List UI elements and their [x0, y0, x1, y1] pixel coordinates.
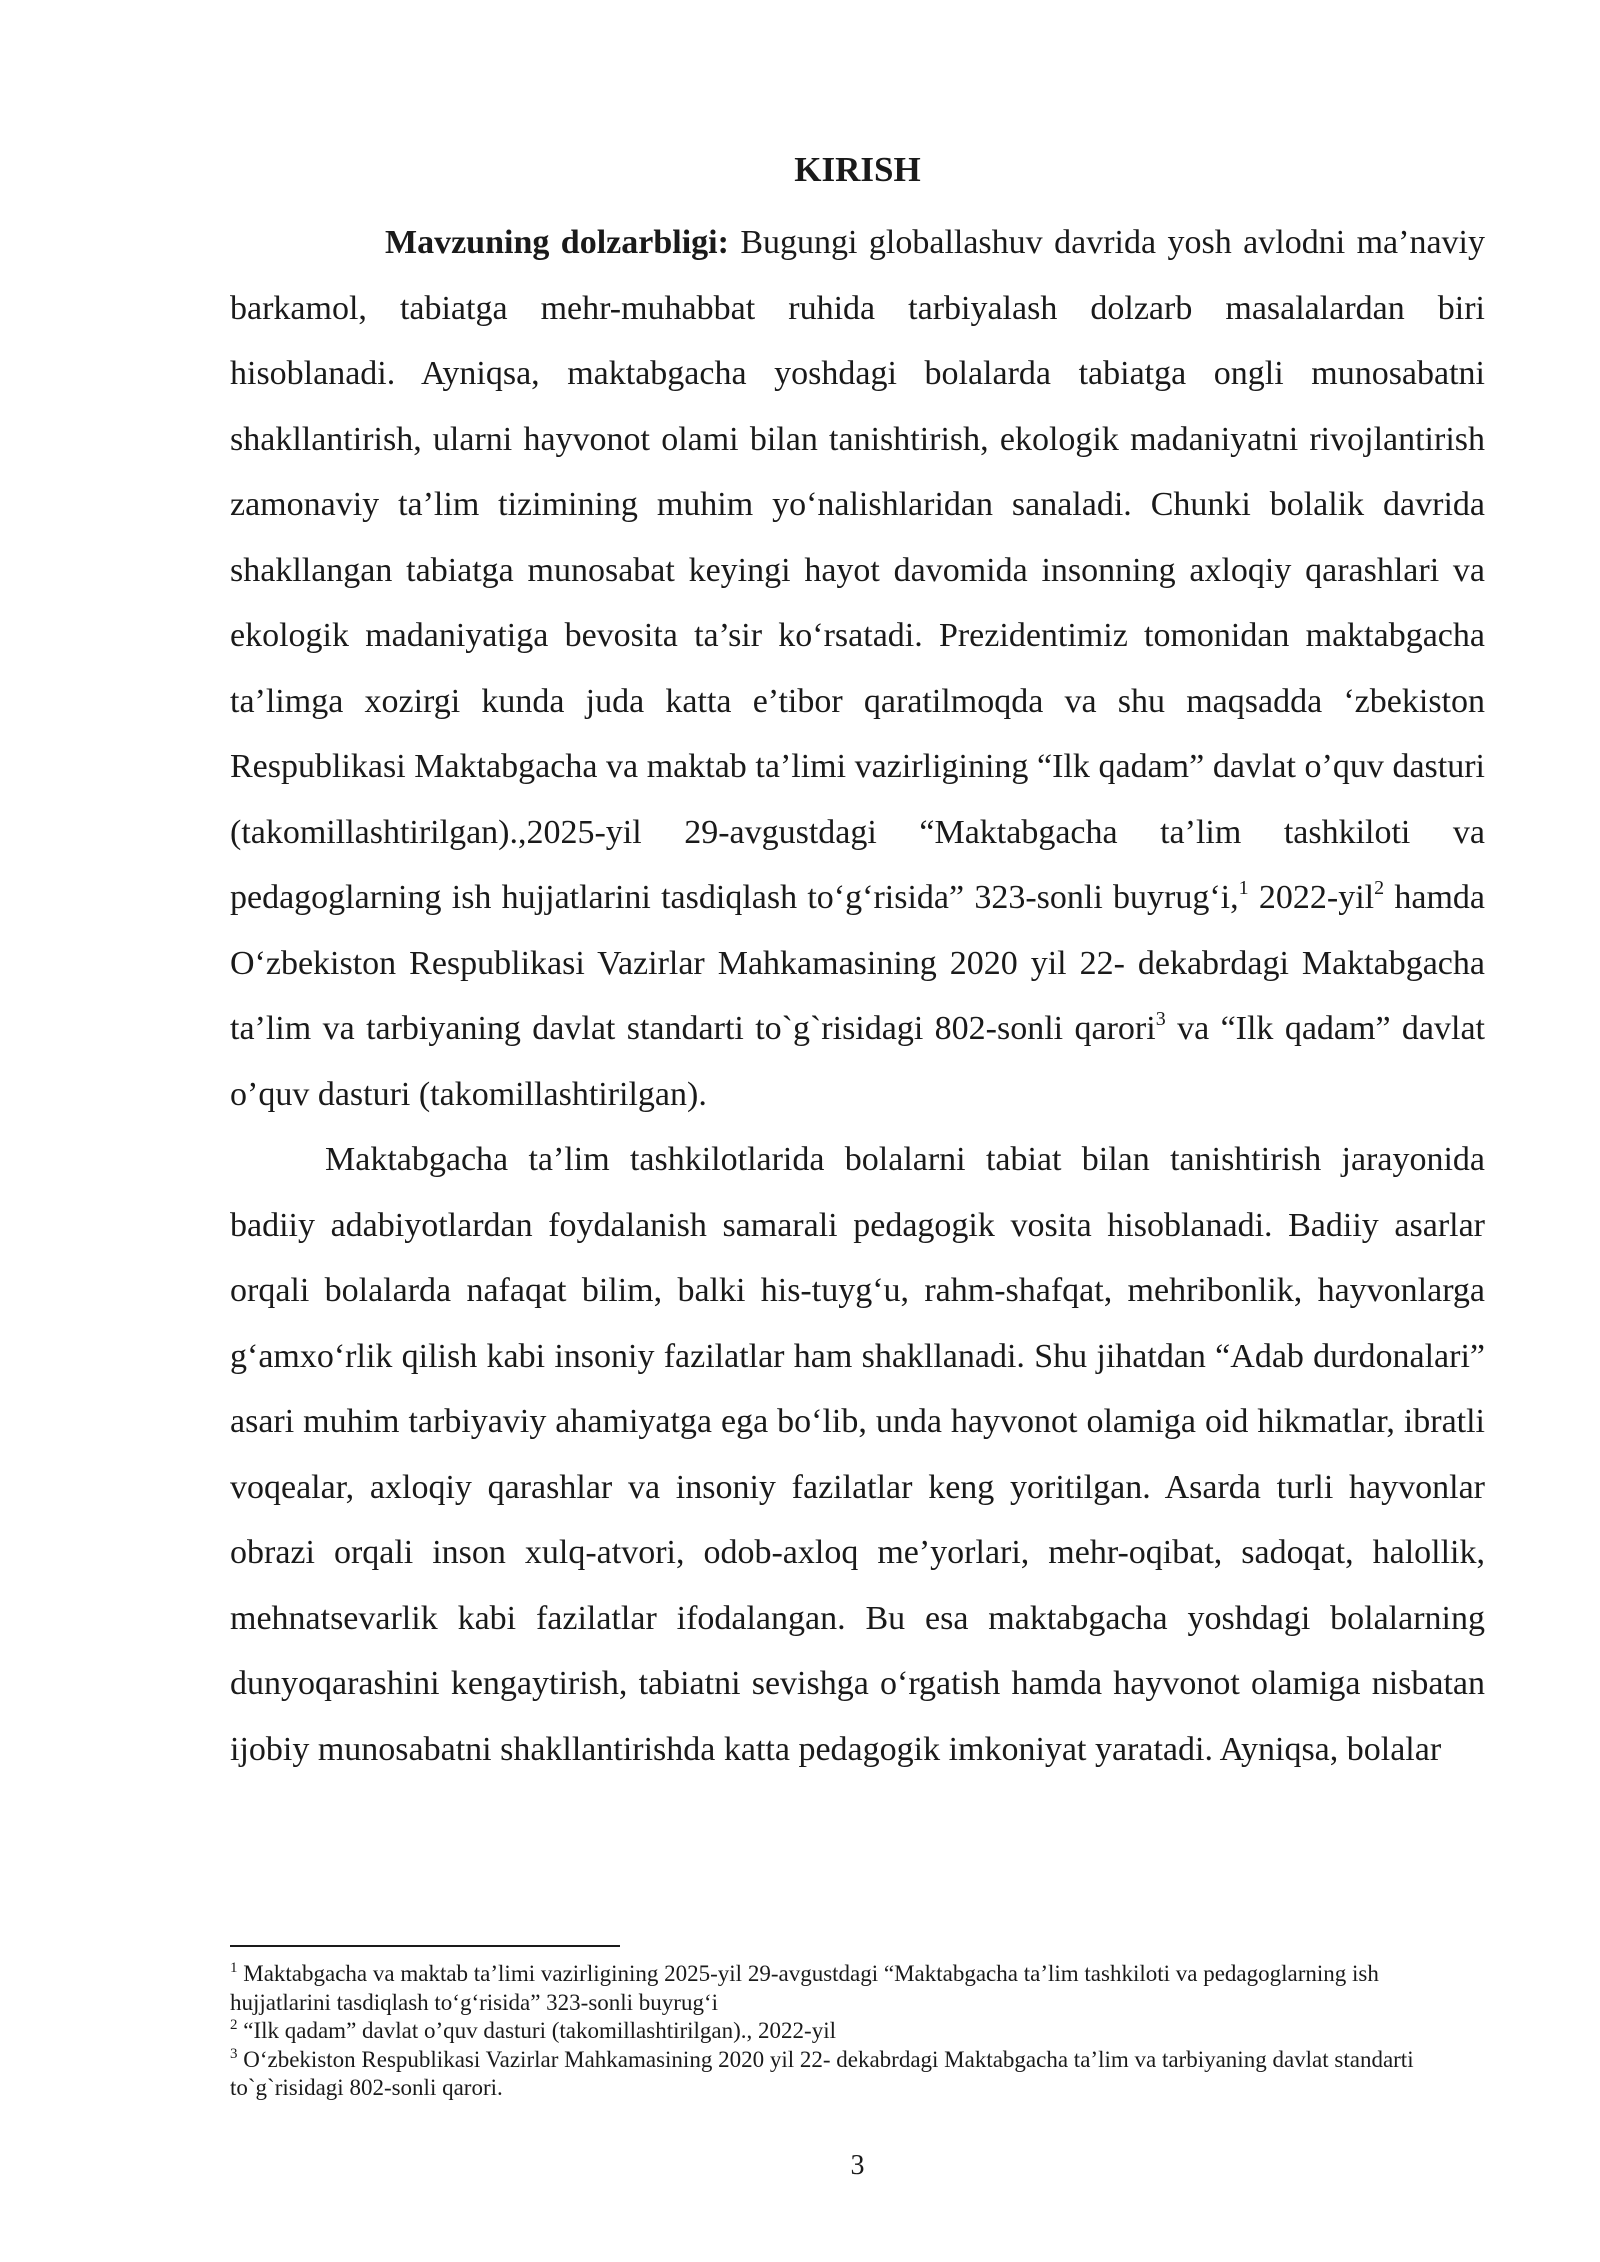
footnote-text-1: Maktabgacha va maktab ta’limi vazirligining 2025-yil 29-avgustdagi “Maktabgacha ta’lim tashkiloti va pedagoglarning ish hujjatlarini tasdiqlash to‘g‘risida” 323-sonli buyrug‘i	[230, 1961, 1379, 2015]
paragraph-2: Maktabgacha ta’lim tashkilotlarida bolalarni tabiat bilan tanishtirish jarayonida badiiy adabiyotlardan foydalanish samarali pedagogik vosita hisoblanadi. Badiiy asarlar orqali bolalarda nafaqat bilim, balki his-tuyg‘u, rahm-shafqat, mehribonlik, hayvonlarga g‘amxo‘rlik qilish kabi insoniy fazilatlar ham shakllanadi. Shu jihatdan “Adab durdonalari” asari muhim tarbiyaviy ahamiyatga ega bo‘lib, unda hayvonot olamiga oid hikmatlar, ibratli voqealar, axloqiy qarashlar va insoniy fazilatlar keng yoritilgan. Asarda turli hayvonlar obrazi orqali inson xulq-atvori, odob-axloq me’yorlari, mehr-oqibat, sadoqat, halollik, mehnatsevarlik kabi fazilatlar ifodalangan. Bu esa maktabgacha yoshdagi bolalarning dunyoqarashini kengaytirish, tabiatni sevishga o‘rgatish hamda hayvonot olamiga nisbatan ijobiy munosabatni shakllantirishda katta pedagogik imkoniyat yaratadi. Ayniqsa, bolalar	[230, 1141, 1485, 1768]
footnotes	[230, 1960, 1485, 2103]
page-number: 3	[850, 2150, 865, 2181]
footnote-3	[230, 2046, 1485, 2103]
footnote-mark-2: 2	[230, 2017, 238, 2033]
footnote-1	[230, 1960, 1485, 2017]
footnote-ref-3[interactable]: 3	[1155, 1008, 1166, 1030]
paragraph-1-text-c: hamda O‘zbekiston Respublikasi Vazirlar Mahkamasining 2020 yil 22- dekabrdagi Maktabgacha ta’lim va tarbiyaning davlat standarti to`g`risidagi 802-sonli qarori	[230, 879, 1485, 1047]
body-text	[230, 210, 1485, 1782]
paragraph-1-text-d: va “Ilk qadam” davlat o’quv dasturi (takomillashtirilgan).	[230, 1010, 1485, 1113]
footnote-mark-1: 1	[230, 1960, 238, 1976]
page-heading: KIRISH	[794, 150, 921, 189]
paragraph-1-text-a: Bugungi globallashuv davrida yosh avlodni ma’naviy barkamol, tabiatga mehr-muhabbat ruhida tarbiyalash dolzarb masalalardan biri hisoblanadi. Ayniqsa, maktabgacha yoshdagi bolalarda tabiatga ongli munosabatni shakllantirish, ularni hayvonot olami bilan tanishtirish, ekologik madaniyatni rivojlantirish zamonaviy ta’lim tizimining muhim yo‘nalishlaridan sanaladi. Chunki bolalik davrida shakllangan tabiatga munosabat keyingi hayot davomida insonning axloqiy qarashlari va ekologik madaniyatiga bevosita ta’sir ko‘rsatadi. Prezidentimiz tomonidan maktabgacha ta’limga xozirgi kunda juda katta e’tibor qaratilmoqda va shu maqsadda ‘zbekiston Respublikasi Maktabgacha va maktab ta’limi vazirligining “Ilk qadam” davlat o’quv dasturi (takomillashtirilgan).,2025-yil 29-avgustdagi “Maktabgacha ta’lim tashkiloti va pedagoglarning ish hujjatlarini tasdiqlash to‘g‘risida” 323-sonli buyrug‘i,	[230, 224, 1485, 916]
footnote-ref-2[interactable]: 2	[1374, 877, 1385, 899]
footnote-ref-1[interactable]: 1	[1238, 877, 1249, 899]
footnote-2	[230, 2017, 1485, 2046]
paragraph-1	[230, 210, 1485, 1127]
footnote-separator	[230, 1945, 620, 1947]
footnote-text-2: “Ilk qadam” davlat o’quv dasturi (takomillashtirilgan)., 2022-yil	[237, 2018, 836, 2043]
paragraph-1-text-b: 2022-yil	[1248, 879, 1375, 916]
footnote-text-3: O‘zbekiston Respublikasi Vazirlar Mahkamasining 2020 yil 22- dekabrdagi Maktabgacha ta’lim va tarbiyaning davlat standarti to`g`risidagi 802-sonli qarori.	[230, 2046, 1414, 2100]
footnote-mark-3: 3	[230, 2045, 238, 2062]
paragraph-lead: Mavzuning dolzarbligi:	[385, 224, 729, 261]
